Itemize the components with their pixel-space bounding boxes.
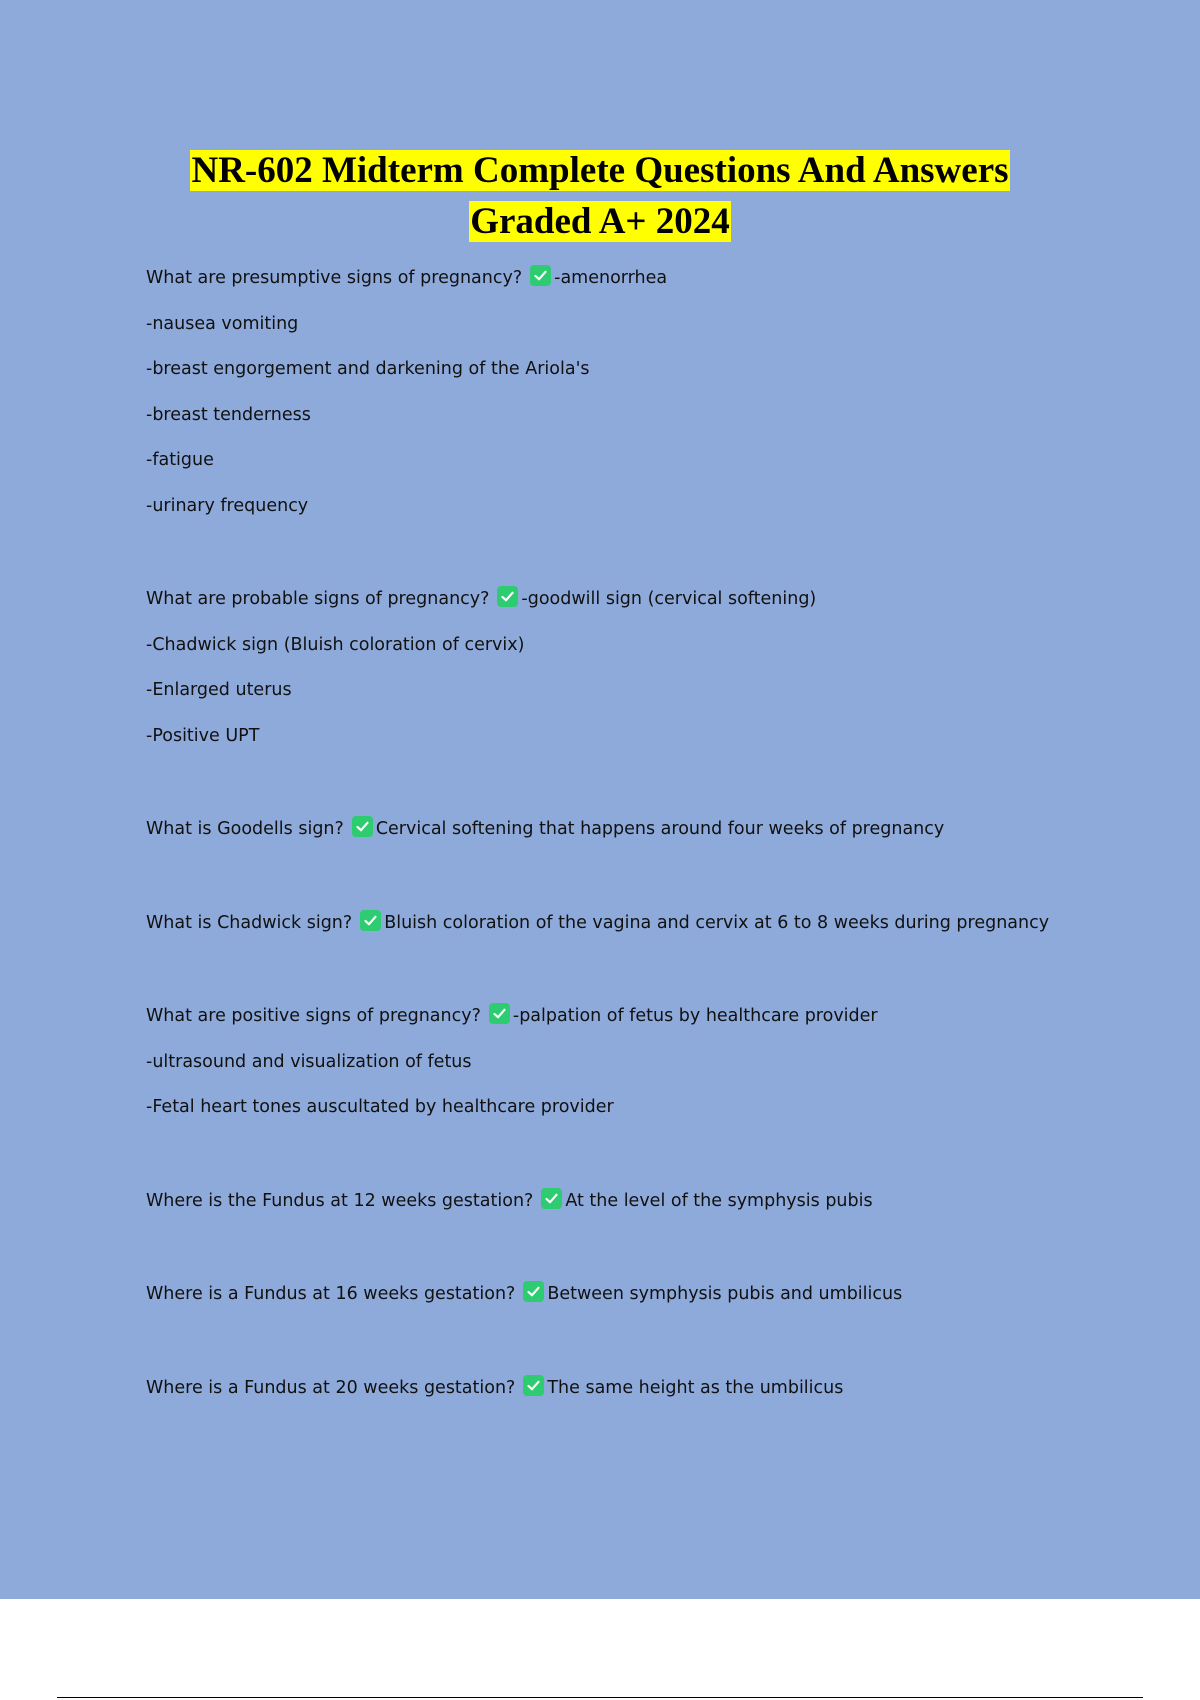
question-text: Where is the Fundus at 12 weeks gestation? [146,1190,534,1211]
qa-item [146,907,1146,953]
question-text: What are probable signs of pregnancy? [146,589,490,609]
title-line-1: NR-602 Midterm Complete Questions And Answers [191,150,1009,191]
answer-line: -nausea vomiting [146,313,299,334]
qa-item [146,1185,1146,1231]
question-line [146,583,1146,629]
answer-text: Between symphysis pubis and umbilicus [547,1284,903,1304]
answer-line: -breast engorgement and darkening of the Ariola's [146,359,590,379]
answer-text: The same height as the umbilicus [547,1377,844,1398]
question-text: Where is a Fundus at 20 weeks gestation? [146,1377,516,1398]
check-icon [523,1375,544,1396]
check-icon [360,910,381,931]
question-line [146,907,1146,953]
question-text: What are presumptive signs of pregnancy? [146,268,523,288]
answer-line: -Positive UPT [146,725,260,746]
qa-list [146,262,1146,1465]
answer-text: -goodwill sign (cervical softening) [521,589,817,609]
check-icon [497,586,518,607]
answer-line: -breast tenderness [146,404,311,425]
check-icon [530,265,551,286]
answer-line: -urinary frequency [146,495,309,516]
answer-line: -Fetal heart tones auscultated by healthcare provider [146,1097,614,1117]
answer-line: -Enlarged uterus [146,680,292,700]
answer-line: -ultrasound and visualization of fetus [146,1051,472,1072]
answer-line: -Chadwick sign (Bluish coloration of cervix) [146,634,525,655]
question-text: What is Goodells sign? [146,819,344,839]
check-icon [489,1003,510,1024]
document-title [0,145,1200,247]
check-icon [352,816,373,837]
qa-item [146,583,1146,765]
question-line [146,1372,1146,1418]
qa-item [146,1000,1146,1137]
qa-item [146,813,1146,859]
question-line [146,813,1146,859]
question-line [146,1278,1146,1324]
question-line [146,262,1146,308]
title-line-2: Graded A+ 2024 [470,201,730,242]
qa-item [146,1372,1146,1418]
qa-item [146,262,1146,535]
answer-line: -fatigue [146,450,214,470]
answer-text: At the level of the symphysis pubis [565,1190,873,1211]
question-text: What are positive signs of pregnancy? [146,1006,481,1026]
answer-text: Bluish coloration of the vagina and cervix at 6 to 8 weeks during pregnancy [384,912,1050,933]
check-icon [541,1188,562,1209]
question-text: Where is a Fundus at 16 weeks gestation? [146,1284,516,1304]
question-text: What is Chadwick sign? [146,912,353,933]
answer-text: -palpation of fetus by healthcare provider [512,1006,878,1026]
qa-item [146,1278,1146,1324]
check-icon [523,1281,544,1302]
question-line [146,1000,1146,1046]
footer-rule [57,1697,1143,1698]
question-line [146,1185,1146,1231]
answer-text: Cervical softening that happens around four weeks of pregnancy [375,819,945,839]
answer-text: -amenorrhea [554,268,668,288]
